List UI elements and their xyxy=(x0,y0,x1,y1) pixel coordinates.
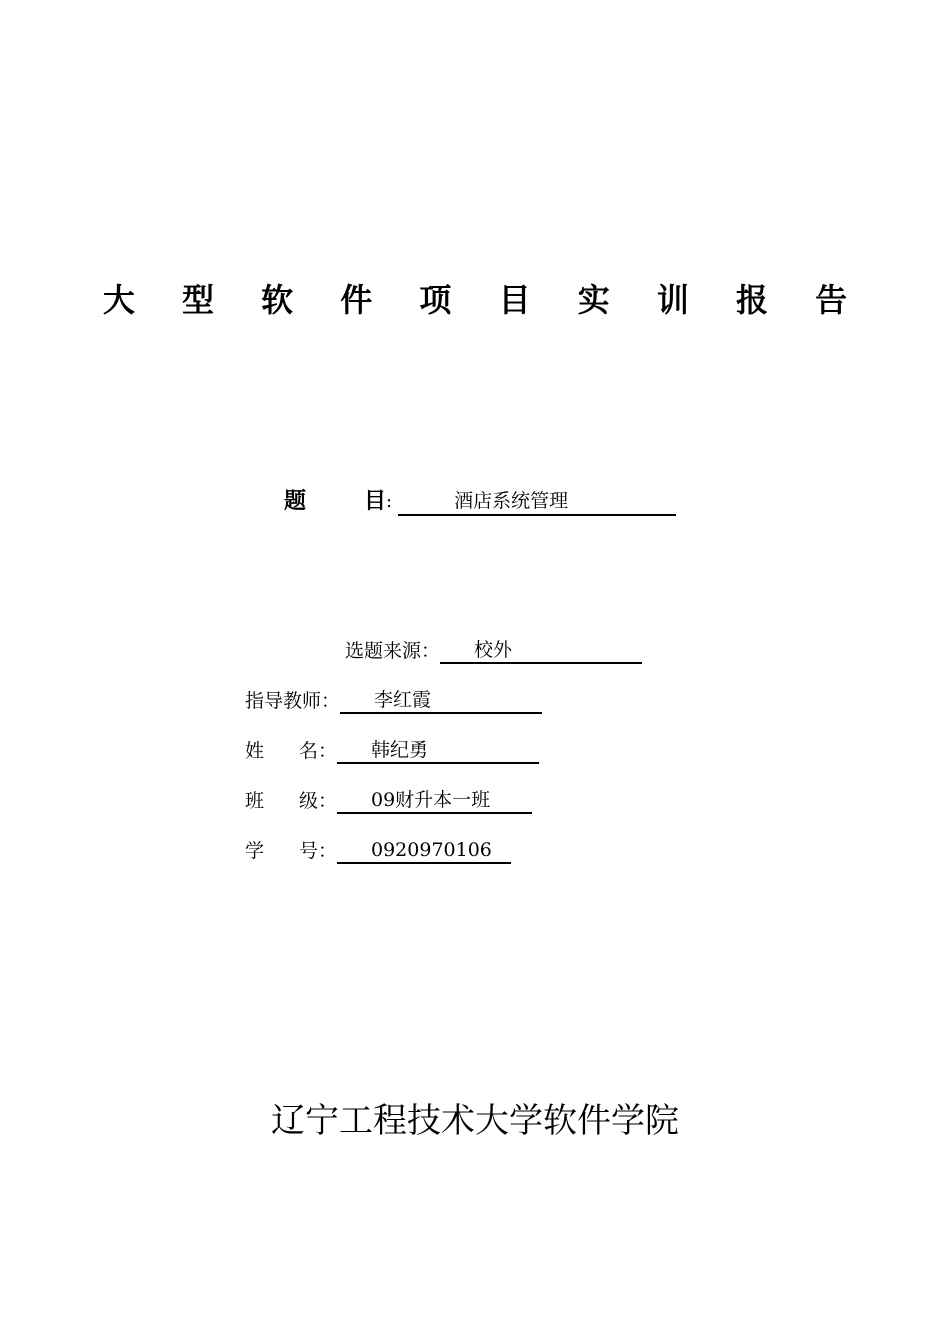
report-title: 大 型 软 件 项 目 实 训 报 告 xyxy=(102,281,866,319)
student-id-value: 0920970106 xyxy=(337,837,511,864)
topic-value: 酒店系统管理 xyxy=(398,488,676,516)
name-label xyxy=(245,738,337,764)
class-label xyxy=(245,788,337,814)
teacher-label: 指导教师： xyxy=(245,690,341,712)
source-row xyxy=(345,636,642,664)
class-row xyxy=(245,786,532,814)
student-id-row xyxy=(245,836,511,864)
student-id-label xyxy=(245,838,337,864)
topic-row xyxy=(284,486,676,516)
name-value: 韩纪勇 xyxy=(337,737,539,764)
student-id-label-first: 学 xyxy=(245,840,265,862)
school-name: 辽宁工程技术大学软件学院 xyxy=(271,1101,679,1141)
name-label-first: 姓 xyxy=(245,740,265,762)
topic-colon: : xyxy=(386,491,393,512)
name-label-second: 名： xyxy=(298,740,337,762)
student-id-label-second: 号： xyxy=(298,840,337,862)
teacher-row xyxy=(245,686,542,714)
class-label-first: 班 xyxy=(245,790,265,812)
topic-label-first: 题 xyxy=(284,489,307,514)
class-label-second: 级： xyxy=(298,790,337,812)
name-row xyxy=(245,736,539,764)
teacher-value: 李红霞 xyxy=(340,687,542,714)
source-value: 校外 xyxy=(440,637,642,664)
topic-label-second: 目 xyxy=(364,489,387,514)
source-label: 选题来源： xyxy=(345,640,441,662)
class-value: 09财升本一班 xyxy=(337,787,532,814)
